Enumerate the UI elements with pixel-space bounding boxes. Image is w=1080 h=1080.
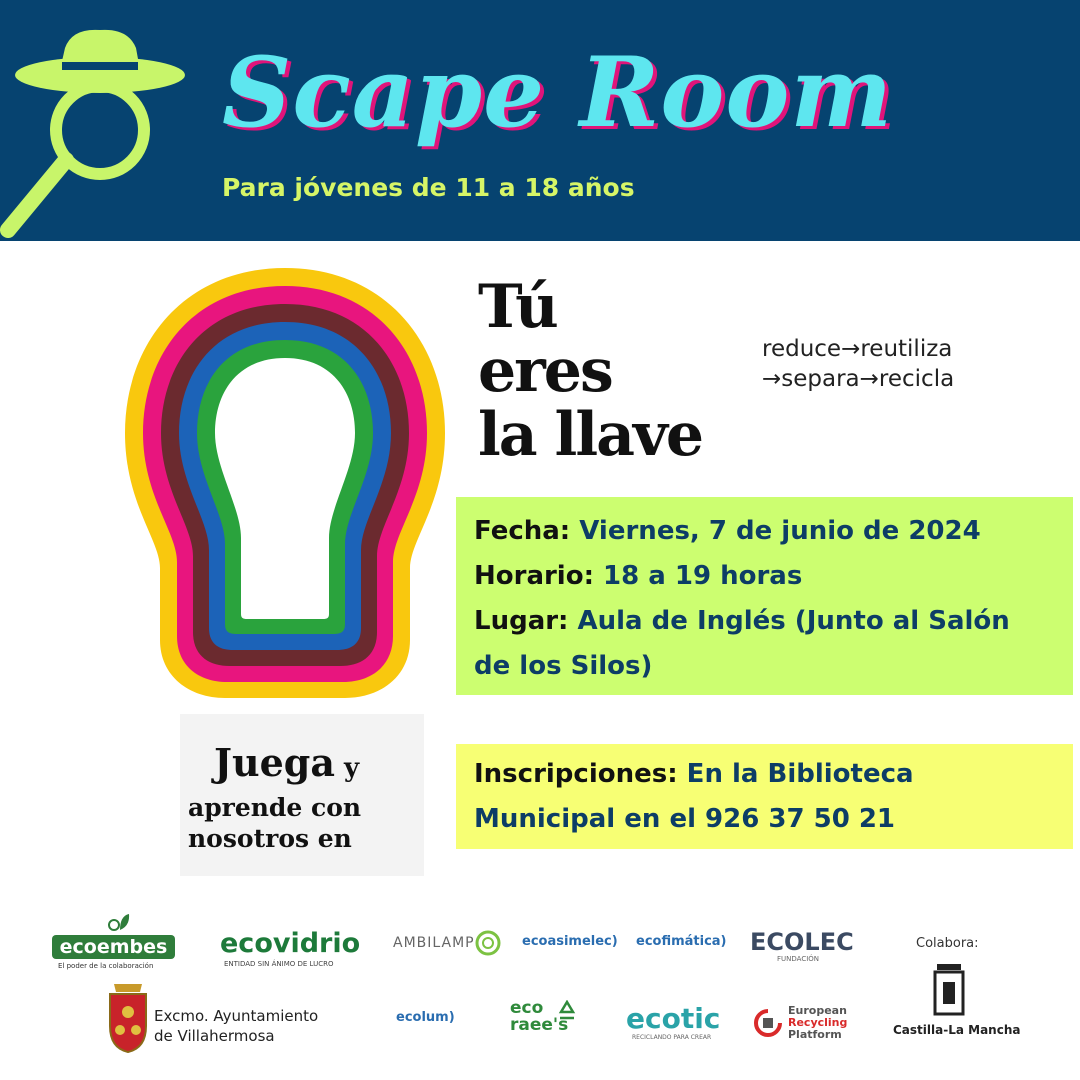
place-label: Lugar: <box>474 606 569 636</box>
erp-line-3: Platform <box>788 1028 842 1041</box>
ambilamp-swirl-icon <box>474 929 502 957</box>
ecoraees-line-2: raee's <box>510 1015 569 1035</box>
time-label: Horario: <box>474 561 594 591</box>
time-row <box>474 554 1055 599</box>
header-banner <box>0 0 1080 241</box>
ecoasimelec-logo: ecoasimelec) <box>522 934 618 949</box>
campaign-slogan <box>478 272 778 470</box>
town-hall-line-1: Excmo. Ayuntamiento <box>154 1007 319 1025</box>
learn-line-3: nosotros en <box>188 824 352 853</box>
ecoembes-logo: ecoembes <box>52 935 175 959</box>
ecoembes-tagline: El poder de la colaboración <box>58 962 154 970</box>
tagline-line-1: reduce→reutiliza <box>762 336 953 362</box>
erp-line-1: European <box>788 1004 847 1017</box>
ecotic-logo: ecotic <box>626 1002 721 1035</box>
date-value: Viernes, 7 de junio de 2024 <box>570 516 981 546</box>
rainbow-keyhole-icon <box>125 268 445 698</box>
event-details-box <box>456 497 1073 695</box>
ecofimatica-logo: ecofimática) <box>636 934 727 949</box>
ecolec-tagline: FUNDACIÓN <box>777 955 820 963</box>
ecovidrio-tagline: ENTIDAD SIN ÁNIMO DE LUCRO <box>224 960 334 968</box>
ecovidrio-logo: ecovidrio <box>220 928 361 959</box>
villahermosa-coat-of-arms-icon <box>106 980 150 1054</box>
castilla-la-mancha-label: Castilla-La Mancha <box>893 1023 1021 1037</box>
registration-value: En la Biblioteca Municipal en el 926 37 50 21 <box>474 759 914 834</box>
registration-box <box>456 744 1073 849</box>
play-word: Juega <box>214 740 335 785</box>
play-line <box>214 740 359 785</box>
tagline-line-2: →separa→recicla <box>762 366 955 392</box>
ecoembes-leaf-icon <box>108 912 130 934</box>
erp-line-2: Recycling <box>788 1016 848 1029</box>
european-recycling-platform-logo <box>788 1005 847 1041</box>
learn-lines <box>188 792 361 854</box>
erp-logo-icon <box>752 1007 784 1039</box>
castilla-la-mancha-emblem-icon <box>927 962 971 1020</box>
date-row <box>474 509 1055 554</box>
ecolec-logo: ECOLEC <box>750 928 854 956</box>
slogan-line-3: la llave <box>478 400 703 470</box>
recycle-icon <box>556 1000 578 1022</box>
play-and-learn-card <box>180 714 424 876</box>
event-title: Scape Room <box>222 36 894 149</box>
ecolum-logo: ecolum) <box>396 1010 455 1025</box>
recycling-tagline <box>762 334 954 394</box>
registration-label: Inscripciones: <box>474 759 678 789</box>
detective-magnifier-icon <box>0 20 205 245</box>
ecoraees-line-1: eco <box>510 998 544 1018</box>
place-value: Aula de Inglés (Junto al Salón de los Silos) <box>474 606 1010 681</box>
play-and: y <box>334 753 360 783</box>
place-row <box>474 599 1055 689</box>
collaborates-label: Colabora: <box>916 936 979 951</box>
time-value: 18 a 19 horas <box>593 561 803 591</box>
date-label: Fecha: <box>474 516 571 546</box>
ambilamp-logo: AMBILAMP <box>393 935 475 951</box>
town-hall-line-2: de Villahermosa <box>154 1027 275 1045</box>
slogan-line-1: Tú <box>478 272 557 342</box>
slogan-line-2: eres <box>478 336 612 406</box>
learn-line-2: aprende con <box>188 793 362 822</box>
town-hall-logo <box>154 1006 318 1046</box>
ecotic-tagline: RECICLANDO PARA CREAR <box>632 1034 712 1041</box>
age-range-subtitle: Para jóvenes de 11 a 18 años <box>222 173 635 202</box>
